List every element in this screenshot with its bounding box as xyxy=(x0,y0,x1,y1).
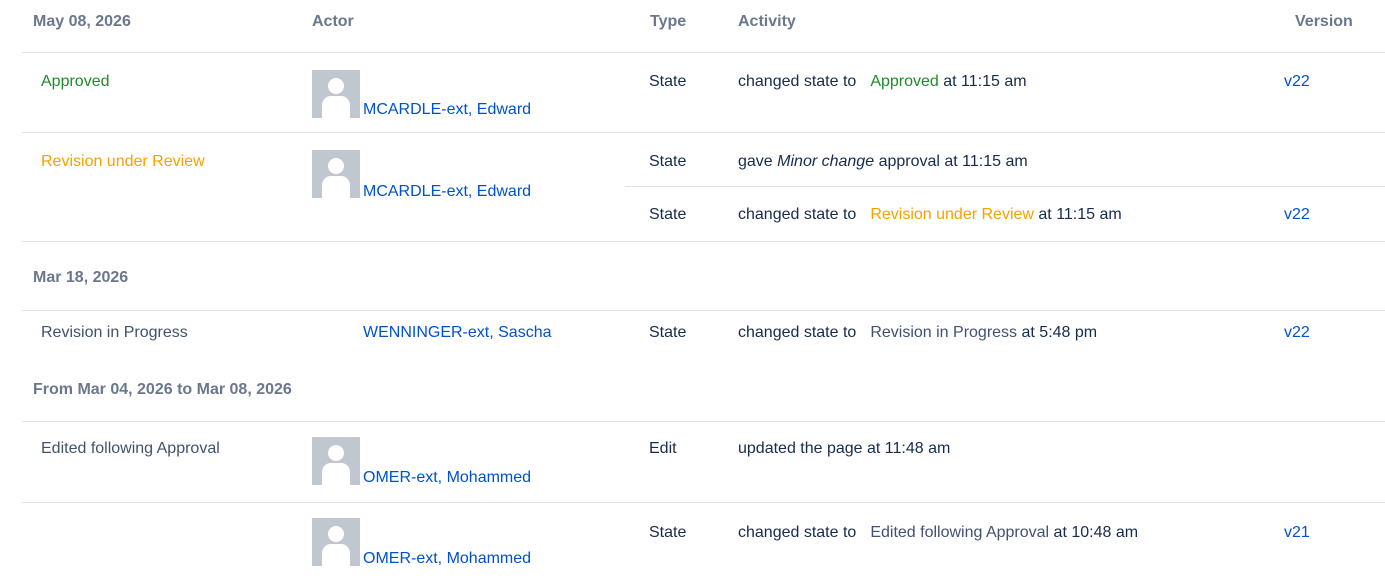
version-link[interactable]: v22 xyxy=(1284,73,1310,90)
entry-type: State xyxy=(649,524,687,541)
state-label: Edited following Approval xyxy=(870,524,1050,541)
actor-link[interactable]: OMER-ext, Mohammed xyxy=(363,469,532,486)
entry-type: State xyxy=(649,153,687,170)
divider xyxy=(22,132,1385,133)
avatar-icon xyxy=(312,437,360,485)
activity-text: changed state to Revision under Review at 11:15 am xyxy=(738,206,1122,223)
state-label: Revision in Progress xyxy=(870,324,1018,341)
divider xyxy=(625,186,1385,187)
avatar-icon xyxy=(312,518,360,566)
actor-link[interactable]: MCARDLE-ext, Edward xyxy=(363,101,532,118)
entry-type: State xyxy=(649,73,687,90)
avatar-icon xyxy=(312,150,360,198)
divider xyxy=(22,310,1385,311)
state-label: Revision under Review xyxy=(870,206,1034,223)
version-link[interactable]: v21 xyxy=(1284,524,1310,541)
divider xyxy=(22,421,1385,422)
date-section-heading: Mar 18, 2026 xyxy=(33,269,129,286)
entry-type: State xyxy=(649,324,687,341)
row-state-revision-under-review: Revision under Review xyxy=(41,153,205,170)
row-state-edited-following-approval: Edited following Approval xyxy=(41,440,220,457)
row-state-revision-in-progress: Revision in Progress xyxy=(41,324,188,341)
actor-link[interactable]: OMER-ext, Mohammed xyxy=(363,550,532,567)
entry-type: Edit xyxy=(649,440,677,457)
activity-text: gave Minor change approval at 11:15 am xyxy=(738,153,1028,170)
entry-type: State xyxy=(649,206,687,223)
divider xyxy=(22,502,1385,503)
date-range-section-heading: From Mar 04, 2026 to Mar 08, 2026 xyxy=(33,381,292,398)
date-header: May 08, 2026 xyxy=(33,13,131,30)
activity-text: changed state to Revision in Progress at 5:48 pm xyxy=(738,324,1098,341)
actor-link[interactable]: WENNINGER-ext, Sascha xyxy=(363,324,552,341)
row-state-approved: Approved xyxy=(41,73,110,90)
divider xyxy=(22,52,1385,53)
activity-text: changed state to Approved at 11:15 am xyxy=(738,73,1027,90)
version-column-header: Version xyxy=(1295,13,1353,30)
actor-link[interactable]: MCARDLE-ext, Edward xyxy=(363,183,532,200)
state-label: Approved xyxy=(870,73,939,90)
actor-column-header: Actor xyxy=(312,13,354,30)
type-column-header: Type xyxy=(650,13,687,30)
version-link[interactable]: v22 xyxy=(1284,206,1310,223)
activity-text: updated the page at 11:48 am xyxy=(738,440,951,457)
activity-text: changed state to Edited following Approval at 10:48 am xyxy=(738,524,1139,541)
divider xyxy=(22,241,1385,242)
activity-column-header: Activity xyxy=(738,13,796,30)
approval-type: Minor change xyxy=(777,153,875,170)
avatar-icon xyxy=(312,70,360,118)
version-link[interactable]: v22 xyxy=(1284,324,1310,341)
